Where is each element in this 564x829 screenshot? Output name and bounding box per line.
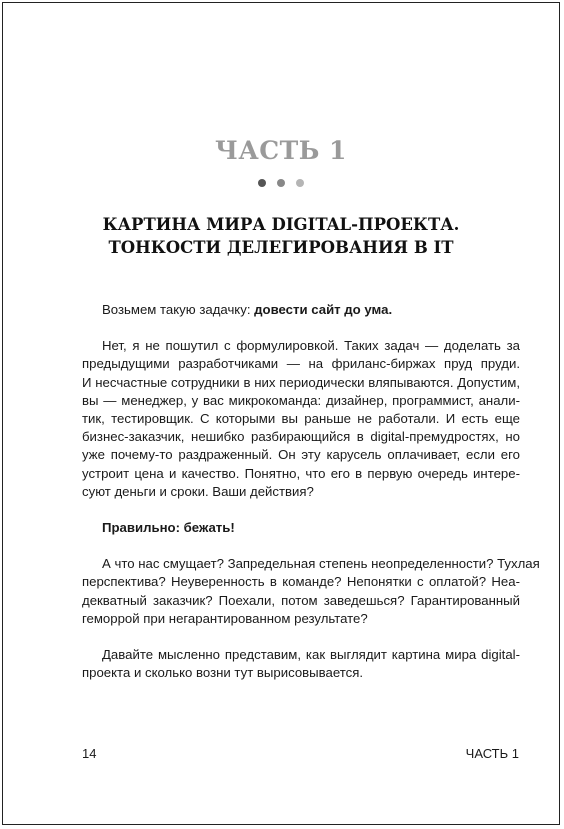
filled-dot-icon: [258, 179, 266, 187]
paragraph-intro: [82, 301, 520, 319]
text-line: уже почему-то раздраженный. Он эту карусель оплачивает, если его: [82, 447, 520, 463]
text-line: вы — менеджер, у вас микрокоманда: дизайнер, программист, анали-: [82, 392, 520, 408]
filled-dot-icon: [277, 179, 285, 187]
text-line: Давайте мысленно представим, как выглядит картина мира digital-: [102, 647, 520, 663]
paragraph-questions: [82, 555, 540, 628]
paragraph-conclusion: [82, 646, 520, 682]
text-line: бизнес-заказчик, нешибко разбирающийся в digital-премудростях, но: [82, 429, 520, 445]
book-page: [2, 2, 560, 825]
part-title: ЧАСТЬ 1: [215, 136, 347, 165]
text-line: суют деньги и сроки. Ваши действия?: [82, 483, 314, 499]
text-line: перспектива? Неуверенность в команде? Непонятки с оплатой? Неа-: [82, 574, 520, 590]
text-line: И несчастные сотрудники в них периодически вляпываются. Допустим,: [82, 374, 520, 390]
paragraph-task: [82, 337, 520, 501]
text-line: проекта и сколько возни тут вырисовывается.: [82, 665, 364, 681]
paragraph-intro-emphasis: довести сайт до ума.: [254, 302, 393, 317]
text-line: устроит цена и качество. Понятно, что его в первую очередь интере-: [82, 465, 520, 481]
chapter-title-line: КАРТИНА МИРА DIGITAL-ПРОЕКТА.: [102, 215, 460, 234]
text-line: предыдущими разработчиками — на фриланс-биржах пруд пруди.: [82, 356, 520, 372]
text-line: Нет, я не пошутил с формулировкой. Таких задач — доделать за: [102, 338, 520, 354]
part-divider-dots: [3, 179, 559, 187]
text-line: тик, тестировщик. С которыми вы раньше не работали. И есть еще: [82, 411, 520, 427]
chapter-title-line: ТОНКОСТИ ДЕЛЕГИРОВАНИЯ В IT: [108, 238, 454, 257]
body-text: [82, 301, 540, 700]
running-title: ЧАСТЬ 1: [465, 746, 519, 761]
filled-dot-icon: [296, 179, 304, 187]
chapter-title: [3, 213, 559, 259]
paragraph-intro-text: Возьмем такую задачку:: [102, 302, 255, 317]
text-line: декватный заказчик? Поехали, потом заведешься? Гарантированный: [82, 592, 520, 608]
text-line: геморрой при негарантированном результате?: [82, 610, 368, 626]
paragraph-answer: Правильно: бежать!: [102, 520, 235, 536]
page-number: 14: [82, 746, 97, 761]
text-line: А что нас смущает? Запредельная степень неопределенности? Тухлая: [102, 556, 540, 572]
